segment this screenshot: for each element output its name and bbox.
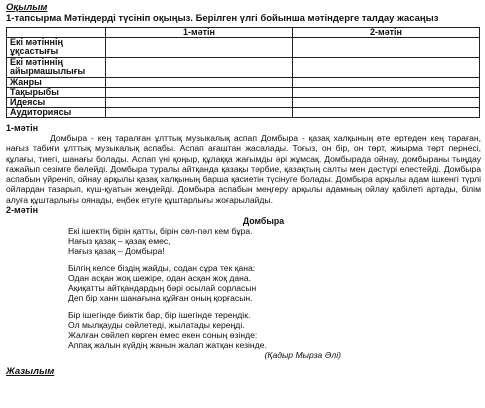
table-header-cell: 1-мәтін (106, 28, 293, 38)
poem-author: (Қадыр Мырза Әлі) (264, 350, 341, 361)
answer-cell[interactable] (293, 98, 480, 108)
answer-cell[interactable] (293, 38, 480, 58)
row-label: Аудиториясы (7, 108, 106, 118)
answer-cell[interactable] (293, 78, 480, 88)
poem-title: Домбыра (242, 216, 285, 227)
text1-body: Домбыра - кең таралған ұлттық музыкалық аспап Домбыра - қазақ халқының өте ертеден кең тараған, нағыз табиғи ұлттық музыкалық аспабы. Аспап ағаштан жасалады. Тоғыз, он бір, он төрт, жиырма төрт пернесі, құлағы, тиегі, шанағы болады. Аспап үні қоңыр, құлаққа жағымды әрі жұмсақ. Домбырада ойнау, домбыраны тыңдау ғажайып сезімге бөлейді. Домбыра туралы айтқанда қазақы тәрбие, қазақтың салты мен дәстүрі елестейді. Домбыра аспабын үйреніп, ойнау арқылы қазақ халқының барша қасиетін түсінуге болады. Домбыра арқылы адам ішкенгі түрлі ойлардан тазарып, күш-қуатын жеңдейді. Домбыра аспабын меңгеру арқылы адамның ойлау қабілеті артады, білім алуға құштарлығы оянады, еңбек етуге құштарлығы жоғарылайды. (6, 133, 481, 205)
text1-title: 1-мәтін (6, 123, 39, 133)
answer-cell[interactable] (106, 98, 293, 108)
poem-line: Аппақ жалын күйдің жанын жалап жатқан кезінде. (68, 340, 267, 351)
poem-line: Білгің келсе біздің жайды, содан сұра тек қана: (68, 263, 256, 274)
poem-line: Бір ішегінде биіктік бар, бір ішегінде терендік. (68, 310, 251, 321)
answer-cell[interactable] (293, 108, 480, 118)
poem-line: Ол мылқауды сөйлетеді, жылатады кереңді. (68, 320, 245, 331)
poem-line: Жалған сөйлеп көрген емес екен соның өзінде: (68, 330, 258, 341)
table-row (7, 58, 480, 78)
section-label-writing: Жазылым (6, 366, 55, 378)
row-label: Жанры (7, 78, 106, 88)
poem-line: Нағыз қазақ – Домбыра! (68, 246, 165, 257)
answer-cell[interactable] (293, 58, 480, 78)
answer-cell[interactable] (106, 58, 293, 78)
answer-cell[interactable] (106, 88, 293, 98)
table-row (7, 88, 480, 98)
table-header-cell (7, 28, 106, 38)
section-label-reading: Оқылым (6, 2, 48, 13)
table-row (7, 108, 480, 118)
answer-cell[interactable] (106, 38, 293, 58)
row-label: Идеясы (7, 98, 106, 108)
answer-cell[interactable] (106, 78, 293, 88)
document (6, 2, 481, 377)
table-header-cell: 2-мәтін (293, 28, 480, 38)
table-row (7, 78, 480, 88)
poem-stanza (68, 310, 481, 350)
table-header-row (7, 28, 480, 38)
poem-line: Деп бір ханн шанағына құйған оның қорғасын. (68, 293, 253, 304)
answer-cell[interactable] (293, 88, 480, 98)
table-row (7, 38, 480, 58)
poem-line: Нағыз қазақ – қазақ емес, (68, 236, 171, 247)
text2-title: 2-мәтін (6, 205, 39, 216)
poem-line: Ақиқатты айтқандардың бәрі осылай сорласын (68, 283, 257, 294)
table-row (7, 98, 480, 108)
row-label: Екі мәтіннің айырмашылығы (7, 58, 106, 78)
poem-stanza (68, 263, 481, 303)
poem-line: Екі ішектің бірін қатты, бірін сөл-пәл кем бұра. (68, 226, 253, 237)
poem-stanza (68, 226, 481, 256)
task-heading: 1-тапсырма Мәтіндерді түсініп оқыңыз. Берілген үлгі бойынша мәтіндерге талдау жасаңыз (6, 13, 439, 24)
poem-line: Одан асқан жоқ шежіре, одан асқан жоқ дана. (68, 273, 252, 284)
row-label: Тақырыбы (7, 88, 106, 98)
row-label: Екі мәтіннің ұқсастығы (7, 38, 106, 58)
analysis-table (6, 27, 480, 118)
answer-cell[interactable] (106, 108, 293, 118)
